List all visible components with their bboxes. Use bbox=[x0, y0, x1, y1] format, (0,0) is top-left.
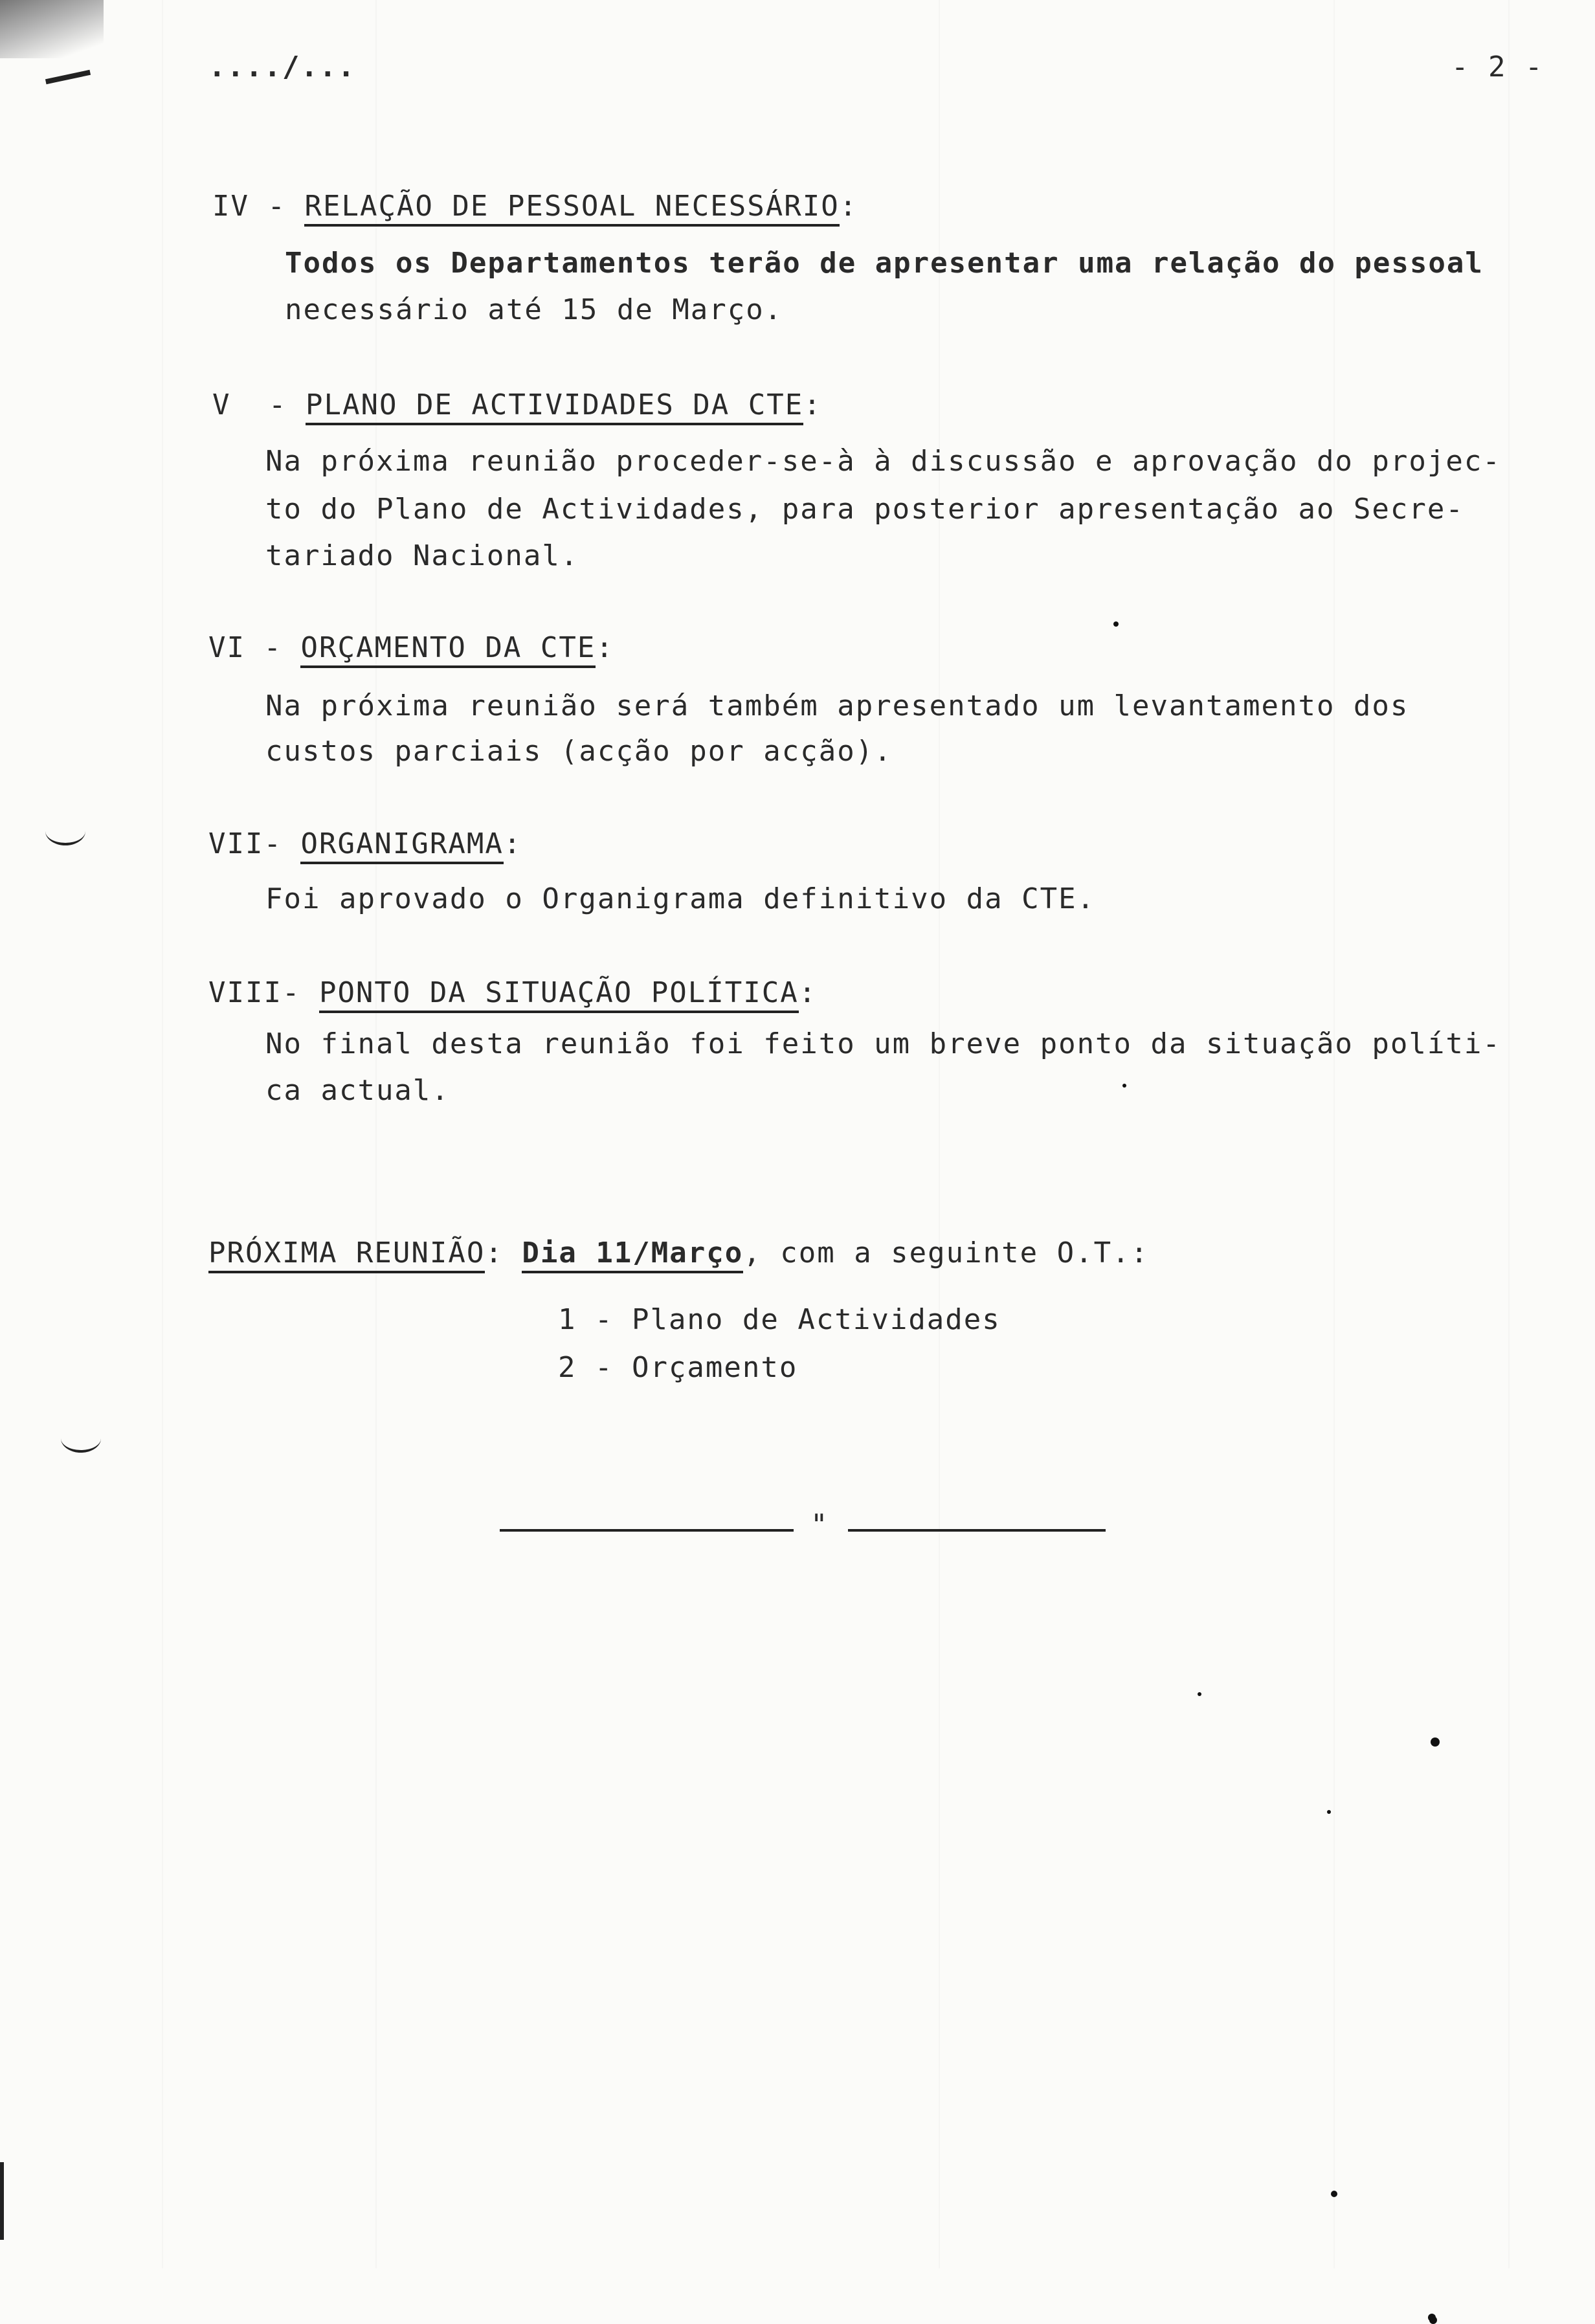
section-separator: - bbox=[267, 190, 286, 223]
section-number: IV bbox=[212, 190, 249, 223]
speck-mark bbox=[1122, 1084, 1126, 1088]
section-title: RELAÇÃO DE PESSOAL NECESSÁRIO bbox=[304, 190, 839, 227]
section-viii-line-1: No final desta reunião foi feito um breve ponto da situação políti- bbox=[265, 1027, 1501, 1060]
section-colon: : bbox=[596, 631, 614, 664]
section-number: VII- bbox=[208, 827, 282, 860]
agenda-item: 2 - Orçamento bbox=[558, 1351, 798, 1384]
scan-smudge bbox=[0, 0, 104, 58]
next-meeting-line bbox=[208, 1236, 1149, 1269]
section-title: PONTO DA SITUAÇÃO POLÍTICA bbox=[319, 976, 799, 1013]
section-colon: : bbox=[803, 388, 822, 421]
section-colon: : bbox=[503, 827, 522, 860]
section-iv-heading bbox=[212, 190, 858, 223]
speck-mark bbox=[1198, 1692, 1201, 1696]
section-separator: - bbox=[269, 388, 287, 421]
section-number: V bbox=[212, 388, 231, 421]
section-number: VI bbox=[208, 631, 245, 664]
punch-hole-mark bbox=[61, 1424, 101, 1453]
next-meeting-colon: : bbox=[485, 1236, 504, 1269]
section-colon: : bbox=[798, 976, 818, 1009]
closing-mark: " bbox=[810, 1508, 829, 1541]
speck-mark bbox=[1327, 1810, 1331, 1814]
scan-streak bbox=[939, 0, 940, 2268]
section-v-line-1: Na próxima reunião proceder-se-à à discussão e aprovação do projec- bbox=[265, 445, 1501, 478]
section-v-line-2: to do Plano de Actividades, para posterior apresentação ao Secre- bbox=[265, 493, 1464, 526]
section-viii-line-2: ca actual. bbox=[265, 1074, 450, 1107]
section-vi-line-2: custos parciais (acção por acção). bbox=[265, 735, 893, 768]
speck-mark bbox=[1428, 2314, 1436, 2321]
page-number: - 2 - bbox=[1451, 50, 1544, 84]
section-viii-heading bbox=[208, 976, 817, 1009]
punch-hole-mark bbox=[45, 817, 85, 845]
section-title: PLANO DE ACTIVIDADES DA CTE bbox=[306, 388, 803, 425]
section-v-line-3: tariado Nacional. bbox=[265, 539, 579, 572]
section-vii-line-1: Foi aprovado o Organigrama definitivo da CTE. bbox=[265, 882, 1096, 915]
speck-mark bbox=[1113, 621, 1119, 627]
next-meeting-label: PRÓXIMA REUNIÃO bbox=[208, 1236, 485, 1273]
scan-streak bbox=[1333, 0, 1335, 2268]
section-colon: : bbox=[839, 190, 858, 223]
scan-streak bbox=[375, 0, 377, 2268]
scan-streak bbox=[1508, 0, 1510, 2268]
section-vi-heading bbox=[208, 631, 614, 664]
section-number: VIII- bbox=[208, 976, 301, 1009]
section-iv-line-2: necessário até 15 de Março. bbox=[285, 293, 783, 326]
scan-streak bbox=[162, 0, 163, 2268]
continuation-mark: ..../... bbox=[208, 50, 356, 84]
section-iv-line-1: Todos os Departamentos terão de apresentar uma relação do pessoal bbox=[285, 247, 1484, 280]
next-meeting-date: Dia 11/Março bbox=[522, 1236, 743, 1273]
agenda-item: 1 - Plano de Actividades bbox=[558, 1303, 1001, 1336]
scan-mark bbox=[45, 70, 91, 84]
next-meeting-rest: , com a seguinte O.T.: bbox=[743, 1236, 1150, 1269]
section-vii-heading bbox=[208, 827, 522, 860]
speck-mark bbox=[1331, 2191, 1337, 2197]
section-title: ORGANIGRAMA bbox=[300, 827, 503, 864]
section-v-heading bbox=[212, 388, 822, 421]
closing-rule-right bbox=[848, 1529, 1106, 1532]
section-vi-line-1: Na próxima reunião será também apresentado um levantamento dos bbox=[265, 689, 1409, 722]
speck-mark bbox=[1431, 1737, 1440, 1747]
section-separator: - bbox=[263, 631, 282, 664]
closing-rule-left bbox=[500, 1529, 794, 1532]
section-title: ORÇAMENTO DA CTE bbox=[300, 631, 596, 668]
margin-line bbox=[0, 2162, 4, 2240]
